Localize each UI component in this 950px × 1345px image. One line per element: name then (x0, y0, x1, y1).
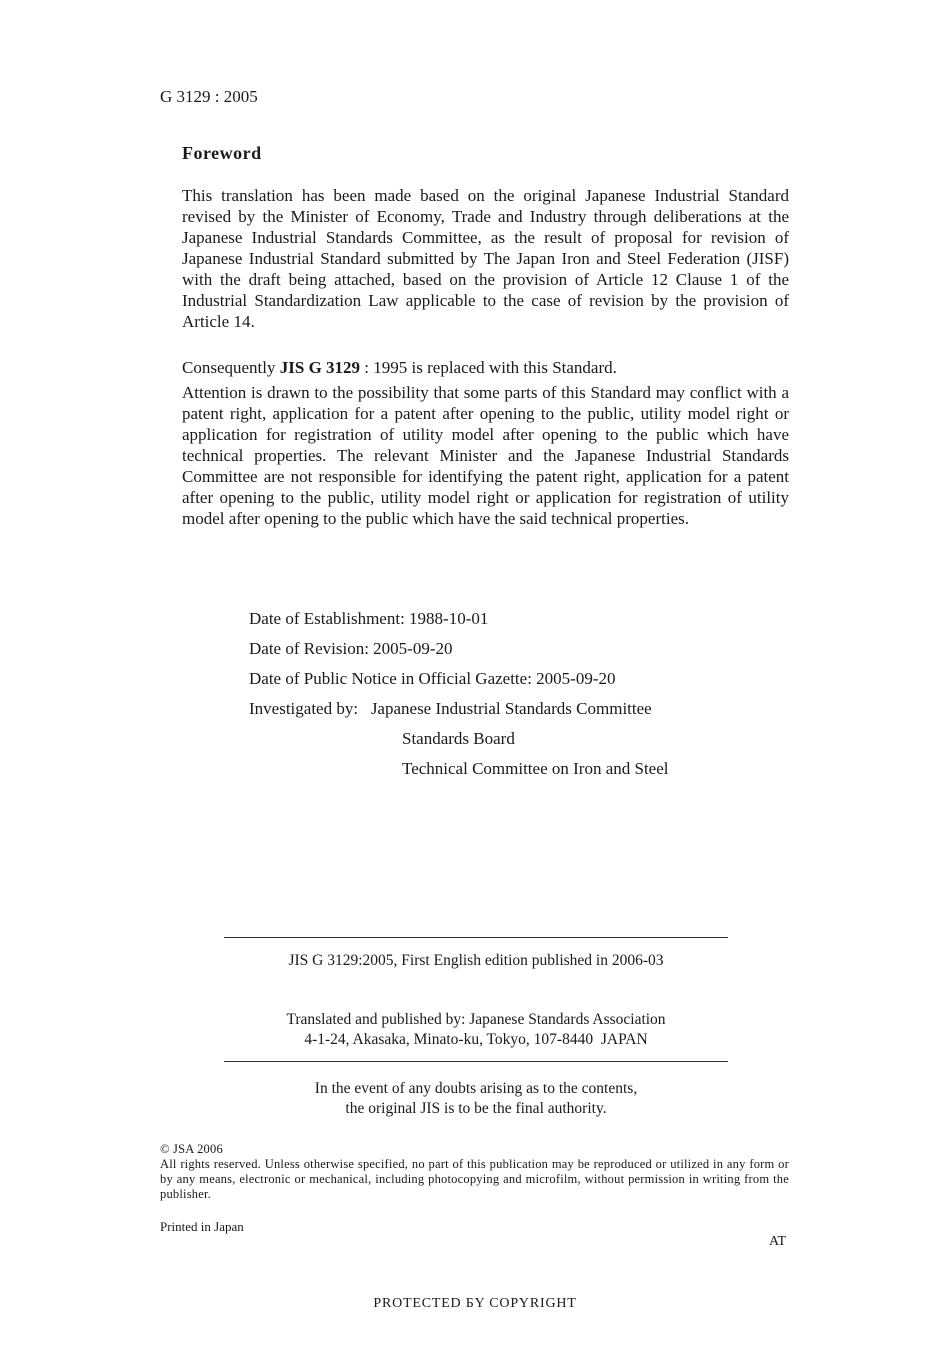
investigated-by-committee: Japanese Industrial Standards Committee (370, 699, 652, 718)
protected-by-copyright-notice: PROTECTED БY COPYRIGHT (373, 1296, 577, 1311)
date-revision: Date of Revision: 2005-09-20 (249, 639, 453, 658)
page-mark: AT (769, 1234, 787, 1249)
copyright-notice: © JSA 2006 (160, 1142, 223, 1156)
publisher-block (224, 1010, 728, 1050)
replacement-prefix: Consequently (182, 358, 280, 377)
authority-note (224, 1079, 728, 1119)
copyright-block (160, 1142, 789, 1202)
foreword-paragraph-2 (182, 357, 789, 378)
rights-statement: All rights reserved. Unless otherwise specified, no part of this publication may be reproduced or utilized in any form or by any means, electronic or mechanical, including photocopying and microfilm, without permission in writing from the publisher. (160, 1157, 789, 1201)
document-code: G 3129 : 2005 (160, 87, 258, 106)
foreword-paragraph-3: Attention is drawn to the possibility that some parts of this Standard may conflict with a patent right, application for a patent after opening to the public, utility model right or application for registration of utility model after opening to the public which have technical properties. The relevant Minister and the Japanese Industrial Standards Committee are not responsible for identifying the patent right, application for a patent after opening to the public, utility model right or application for registration of utility model after opening to the public which have the said technical properties. (182, 383, 789, 528)
replacement-suffix: : 1995 is replaced with this Standard. (360, 358, 617, 377)
replaced-standard-code: JIS G 3129 (279, 358, 361, 377)
divider-bottom (224, 1061, 728, 1062)
publisher-address: 4-1-24, Akasaka, Minato-ku, Tokyo, 107-8440 JAPAN (304, 1031, 648, 1048)
authority-line-1: In the event of any doubts arising as to the contents, (314, 1080, 638, 1097)
investigated-by-technical-committee: Technical Committee on Iron and Steel (402, 759, 669, 778)
investigated-by-label: Investigated by: (249, 699, 359, 718)
date-public-notice: Date of Public Notice in Official Gazette: 2005-09-20 (249, 669, 616, 688)
date-establishment: Date of Establishment: 1988-10-01 (249, 609, 489, 628)
foreword-paragraph-1: This translation has been made based on the original Japanese Industrial Standard revised by the Minister of Economy, Trade and Industry through deliberations at the Japanese Industrial Standards Committee, as the result of proposal for revision of Japanese Industrial Standard submitted by The Japan Iron and Steel Federation (JISF) with the draft being attached, based on the provision of Article 12 Clause 1 of the Industrial Standardization Law applicable to the case of revision by the provision of Article 14. (182, 186, 789, 331)
authority-line-2: the original JIS is to be the final authority. (345, 1100, 607, 1117)
divider-top (224, 937, 728, 938)
dates-block (249, 604, 668, 784)
investigated-by-row (249, 694, 668, 724)
printed-in-japan: Printed in Japan (160, 1219, 244, 1234)
foreword-heading: Foreword (182, 143, 262, 163)
investigated-by-board: Standards Board (402, 729, 515, 748)
edition-note: JIS G 3129:2005, First English edition published in 2006-03 (288, 952, 664, 969)
publisher-name: Translated and published by: Japanese Standards Association (286, 1011, 666, 1028)
